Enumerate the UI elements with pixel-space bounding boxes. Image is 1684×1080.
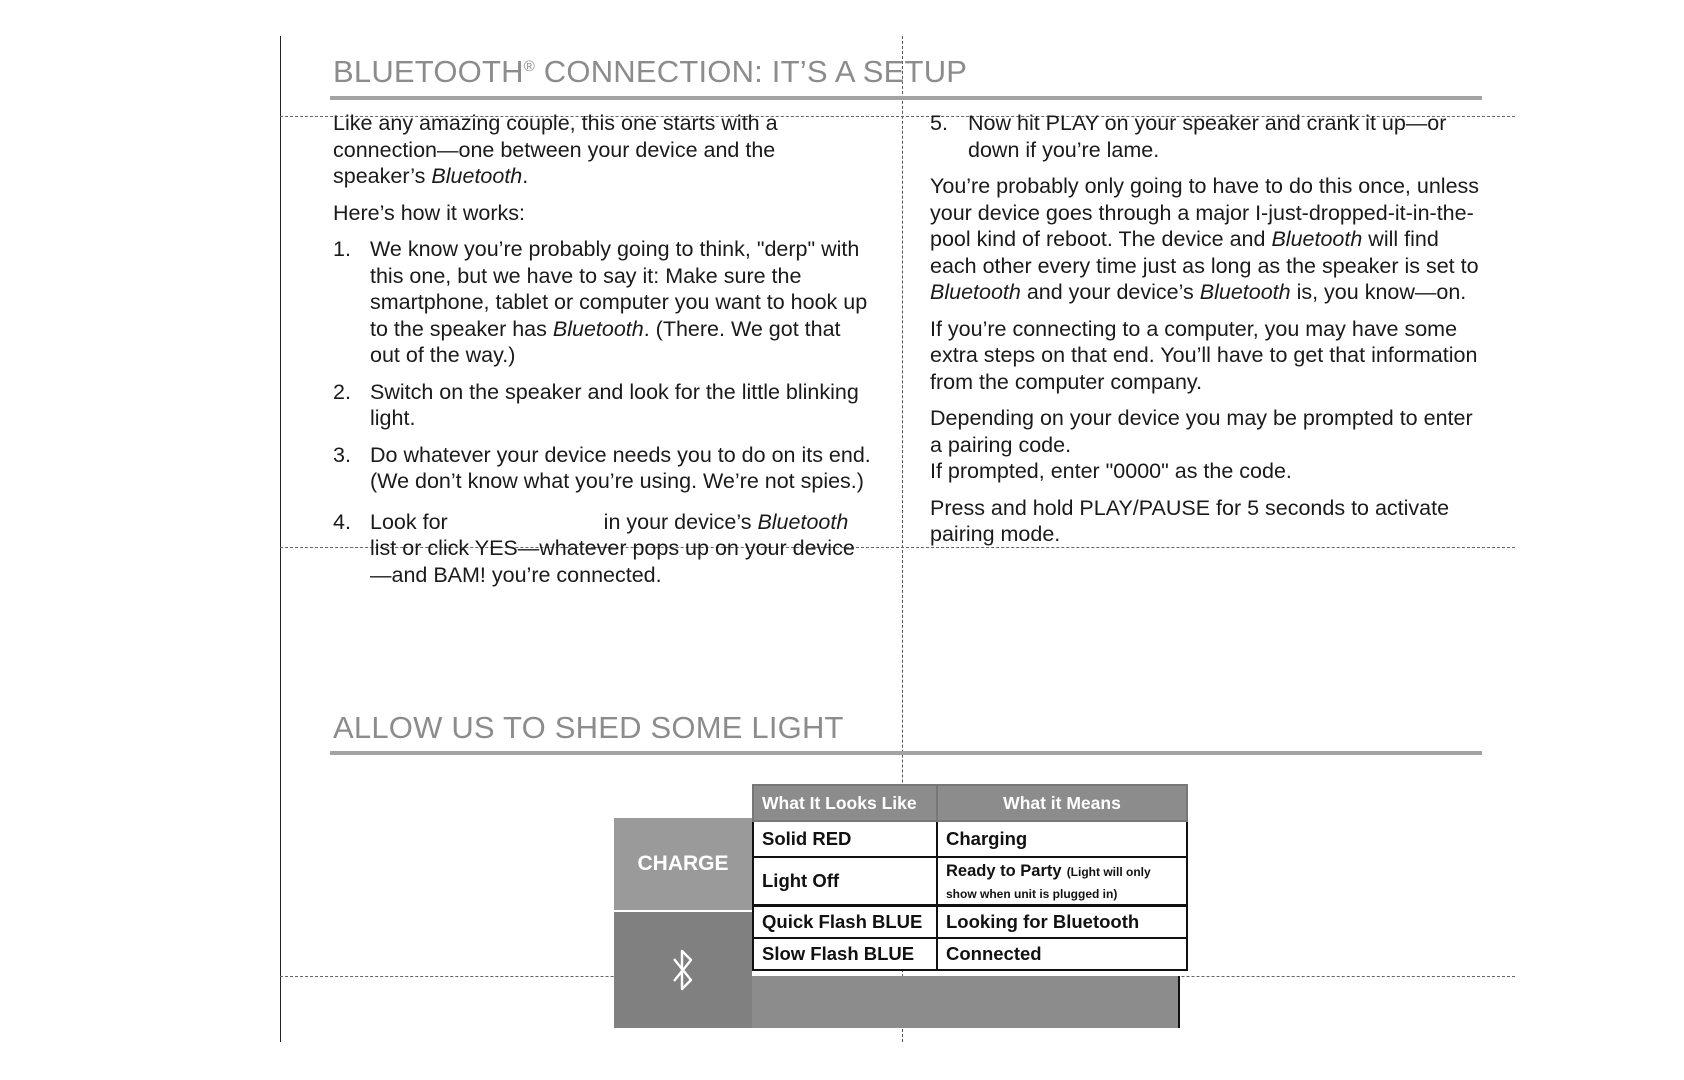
- light-legend-table: [614, 784, 1186, 1028]
- bluetooth-section-heading: BLUETOOTH® CONNECTION: IT’S A SETUP: [333, 54, 968, 89]
- reconnect-paragraph: You’re probably only going to have to do this once, unless your device goes through a major I-just-dropped-it-in-the-pool kind of reboot. The device and Bluetooth will find each other every time just as long as the speaker is set to Bluetooth and your device’s Bluetooth is, you know—on.: [930, 174, 1480, 304]
- step-3: 3. Do whatever your device needs you to do on its end. (We don’t know what you’re using. We’re not spies.): [333, 442, 871, 493]
- setup-steps-continued: [930, 110, 1490, 163]
- step-2: 2. Switch on the speaker and look for the little blinking light.: [333, 379, 859, 430]
- cell-means: Ready to Party (Light will only show when unit is plugged in): [937, 857, 1187, 906]
- cell-look: Light Off: [753, 857, 937, 906]
- step-1: 1. We know you’re probably going to think, "derp" with this one, but we have to say it: Make sure the smartphone, tablet or computer you want to hook up to the speaker has Bluetooth. (There. We got that out of the way.): [333, 237, 868, 367]
- right-column: [930, 110, 1490, 558]
- how-it-works-label: Here’s how it works:: [333, 200, 525, 225]
- heading-rule-2: [330, 751, 1482, 755]
- table-bottom-band: [752, 976, 1180, 1028]
- table-row: [753, 938, 1187, 970]
- cell-means: Looking for Bluetooth: [937, 906, 1187, 939]
- computer-paragraph: If you’re connecting to a computer, you may have some extra steps on that end. You’ll have to get that information from the computer company.: [930, 316, 1478, 394]
- heading-rule-1: [330, 96, 1482, 100]
- cell-note: (Light will only show when unit is plugged in): [946, 865, 1151, 901]
- pairing-mode-paragraph: Press and hold PLAY/PAUSE for 5 seconds to activate pairing mode.: [930, 495, 1450, 546]
- light-section-heading: ALLOW US TO SHED SOME LIGHT: [333, 710, 844, 745]
- col-header-means: What it Means: [937, 785, 1187, 821]
- legend-grid: [752, 784, 1188, 971]
- cell-means: Connected: [937, 938, 1187, 970]
- col-header-looks: What It Looks Like: [753, 785, 937, 821]
- intro-paragraph: Like any amazing couple, this one starts with a connection—one between your device and the speaker’s Bluetooth.: [333, 111, 778, 188]
- table-row: [753, 821, 1187, 857]
- bluetooth-icon: [668, 947, 698, 993]
- left-margin-rule: [280, 36, 281, 1042]
- step-5: 5. Now hit PLAY on your speaker and crank it up—or down if you’re lame.: [930, 111, 1447, 162]
- left-column: [333, 110, 873, 598]
- bluetooth-row-label: [614, 912, 752, 1028]
- pairing-code-paragraph: Depending on your device you may be prompted to enter a pairing code. If prompted, enter "0000" as the code.: [930, 406, 1473, 483]
- cell-look: Solid RED: [753, 821, 937, 857]
- table-row: [753, 906, 1187, 939]
- setup-steps-list: [333, 236, 873, 588]
- cell-look: Quick Flash BLUE: [753, 906, 937, 939]
- step-4: 4. Look for in your device’s Bluetooth list or click YES—whatever pops up on your device—and BAM! you’re connected.: [333, 509, 855, 587]
- charge-row-label: CHARGE: [614, 818, 752, 910]
- table-row: [753, 857, 1187, 906]
- cell-means: Charging: [937, 821, 1187, 857]
- cell-look: Slow Flash BLUE: [753, 938, 937, 970]
